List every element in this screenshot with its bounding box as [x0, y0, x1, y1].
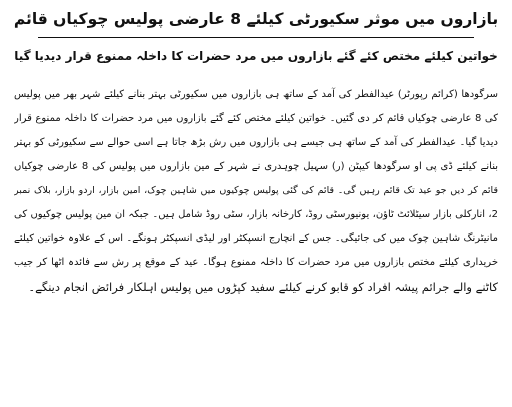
article-line-7: مانیٹرنگ شاہین چوک میں کی جائیگی۔ جس کے انچارج انسپکٹر اور لیڈی انسپکٹر ہونگے۔ اس کے علاوہ خواتین کیلئے [14, 233, 498, 244]
article-line-5: قائم کر دیں جو عید تک قائم رہیں گی۔ قائم کی گئی پولیس چوکیوں میں شاہین چوک، امین بازار، اردو بازار، بلاک نمبر [14, 185, 498, 196]
article-line-8: خریداری کیلئے مختص بازاروں میں مرد حضرات کا داخلہ ممنوع ہوگا۔ عید کے موقع پر رش سے فائدہ اٹھا کر جیب [14, 257, 498, 268]
headline-block [10, 6, 502, 67]
headline-divider [38, 37, 474, 38]
article-line-4: بنانے کیلئے ڈی پی او سرگودھا کیپٹن (ر) سہیل چوہدری نے شہر کے مین بازاروں میں پولیس کی 8 عارضی چوکیاں [14, 161, 498, 172]
article-line-9: کاٹنے والے جرائم پیشہ افراد کو قابو کرنے کیلئے سفید کپڑوں میں پولیس اہلکار فرائض انجام دینگے۔ [28, 280, 498, 294]
article-line-3: دیدیا گیا۔ عیدالفطر کی آمد کے ساتھ ہی جیسے ہی بازاروں میں رش بڑھ جاتا ہے اسی حوالے سے سکیورٹی کو بہتر [14, 137, 498, 148]
article-line-6: 2، انارکلی بازار سیٹلائٹ ٹاؤن، یونیورسٹی روڈ، کارخانہ بازار، سٹی روڈ شامل ہیں۔ جبکہ ان مین پولیس چوکیوں کی [14, 209, 498, 220]
headline: بازاروں میں موثر سکیورٹی کیلئے 8 عارضی پولیس چوکیاں قائم [13, 10, 499, 28]
article-body [10, 83, 502, 299]
subheadline: خواتین کیلئے مختص کئے گئے بازاروں میں مرد حضرات کا داخلہ ممنوع قرار دیدیا گیا [14, 49, 498, 63]
article-line-1: سرگودھا (کرائم رپورٹر) عیدالفطر کی آمد کے ساتھ ہی بازاروں میں سکیورٹی بہتر بنانے کیلئے شہر بھر میں پولیس [14, 89, 498, 100]
article-line-2: کی 8 عارضی چوکیاں قائم کر دی گئیں۔ خواتین کیلئے مختص کئے گئے بازاروں میں مرد حضرات کا داخلہ ممنوع قرار [14, 113, 498, 124]
